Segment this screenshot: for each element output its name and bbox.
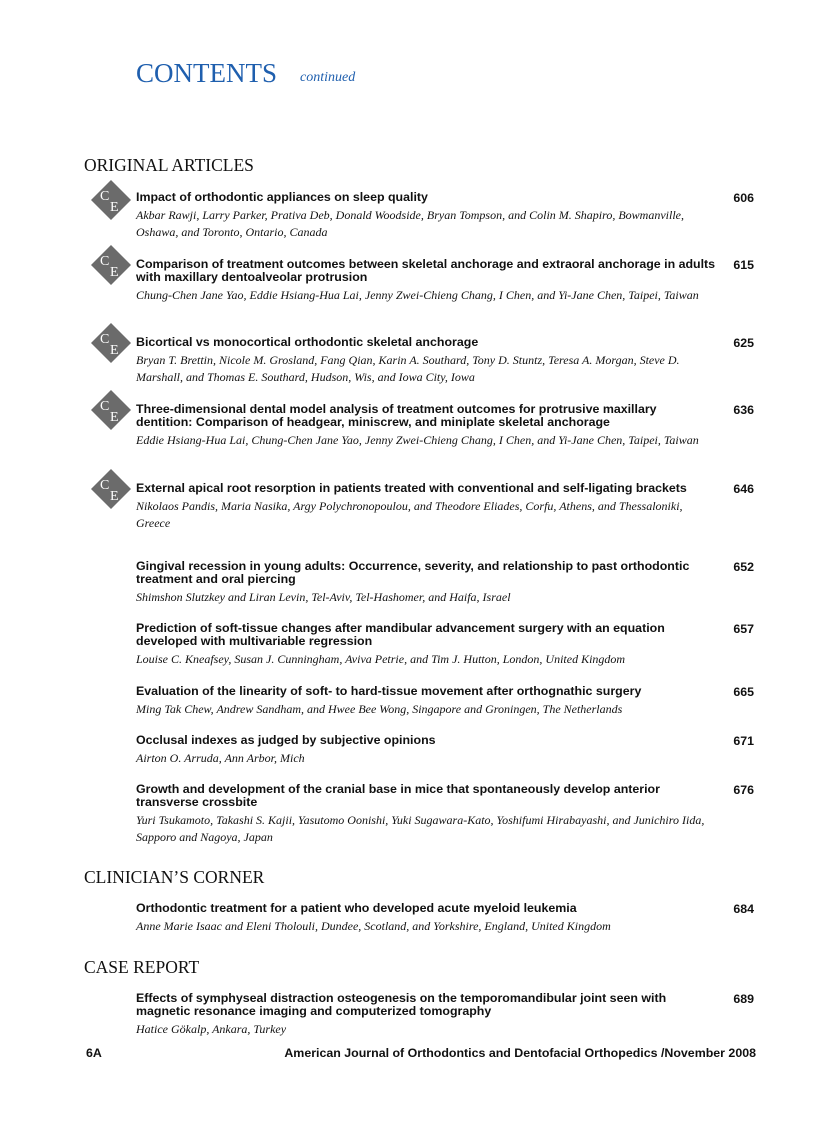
- article-authors: Yuri Tsukamoto, Takashi S. Kajii, Yasutomo Oonishi, Yuki Sugawara-Kato, Yoshifumi Hirabayashi, and Junichiro Iida, Sapporo and Nagoya, Japan: [136, 813, 705, 844]
- article-title[interactable]: Orthodontic treatment for a patient who developed acute myeloid leukemia: [136, 901, 577, 915]
- article-authors: Akbar Rawji, Larry Parker, Prativa Deb, Donald Woodside, Bryan Tompson, and Colin M. Shapiro, Bowmanville, Oshawa, and Toronto, Ontario, Canada: [136, 208, 684, 239]
- page-number: 652: [733, 560, 754, 574]
- svg-text:E: E: [110, 343, 119, 358]
- section-heading: CLINICIAN’S CORNER: [84, 867, 265, 887]
- svg-text:E: E: [110, 489, 119, 504]
- toc-entry[interactable]: [136, 190, 754, 241]
- svg-text:E: E: [110, 410, 119, 425]
- page-number: 671: [733, 734, 754, 748]
- ce-credit-icon: [91, 469, 131, 509]
- article-title[interactable]: Comparison of treatment outcomes between skeletal anchorage and extraoral anchorage in adults with maxillary dentoalveolar protrusion: [136, 257, 716, 284]
- article-authors: Hatice Gökalp, Ankara, Turkey: [136, 1022, 287, 1036]
- article-authors: Louise C. Kneafsey, Susan J. Cunningham, Aviva Petrie, and Tim J. Hutton, London, United Kingdom: [136, 652, 626, 666]
- footer-journal: American Journal of Orthodontics and Dentofacial Orthopedics /November 2008: [284, 1046, 756, 1060]
- article-title[interactable]: Occlusal indexes as judged by subjective opinions: [136, 733, 436, 747]
- article-authors: Eddie Hsiang-Hua Lai, Chung-Chen Jane Yao, Jenny Zwei-Chieng Chang, I Chen, and Yi-Jane Chen, Taipei, Taiwan: [136, 433, 699, 447]
- article-authors: Anne Marie Isaac and Eleni Tholouli, Dundee, Scotland, and Yorkshire, England, United Kingdom: [136, 919, 611, 933]
- toc-entry[interactable]: [136, 782, 754, 846]
- toc-entry[interactable]: [136, 621, 754, 668]
- toc-entry[interactable]: [136, 684, 754, 718]
- ce-credit-icon: [91, 323, 131, 363]
- page-number: 684: [733, 902, 754, 916]
- svg-text:E: E: [110, 265, 119, 280]
- page-number: 689: [733, 992, 754, 1006]
- svg-text:C: C: [100, 189, 110, 204]
- article-authors: Ming Tak Chew, Andrew Sandham, and Hwee Bee Wong, Singapore and Groningen, The Netherlands: [136, 702, 623, 716]
- article-title[interactable]: Three-dimensional dental model analysis of treatment outcomes for protrusive maxillary dentition: Comparison of headgear, miniscrew, and miniplate skeletal anchorage: [136, 402, 657, 429]
- article-authors: Chung-Chen Jane Yao, Eddie Hsiang-Hua Lai, Jenny Zwei-Chieng Chang, I Chen, and Yi-Jane Chen, Taipei, Taiwan: [136, 288, 699, 302]
- svg-text:C: C: [100, 478, 110, 493]
- article-title[interactable]: Effects of symphyseal distraction osteogenesis on the temporomandibular joint seen with magnetic resonance imaging and computerized tomography: [136, 991, 667, 1018]
- ce-credit-icon: [91, 390, 131, 430]
- toc-entry[interactable]: [136, 991, 754, 1038]
- article-title[interactable]: Growth and development of the cranial base in mice that spontaneously develop anterior transverse crossbite: [136, 782, 660, 809]
- ce-credit-icon: [91, 245, 131, 285]
- ce-credit-icon: [91, 180, 131, 220]
- toc-entry[interactable]: [136, 481, 754, 532]
- svg-text:C: C: [100, 399, 110, 414]
- toc-entry[interactable]: [136, 402, 754, 449]
- toc-entry[interactable]: [136, 335, 754, 386]
- page-subtitle: continued: [300, 70, 356, 85]
- page-number: 665: [733, 685, 754, 699]
- svg-text:E: E: [110, 200, 119, 215]
- article-authors: Bryan T. Brettin, Nicole M. Grosland, Fang Qian, Karin A. Southard, Tony D. Stuntz, Teresa A. Morgan, Steve D. Marshall, and Thomas E. Southard, Hudson, Wis, and Iowa City, Iowa: [136, 353, 680, 384]
- article-title[interactable]: Impact of orthodontic appliances on sleep quality: [136, 190, 428, 204]
- article-authors: Airton O. Arruda, Ann Arbor, Mich: [136, 751, 305, 765]
- page-number: 606: [733, 191, 754, 205]
- page-number: 625: [733, 336, 754, 350]
- toc-entry[interactable]: [136, 733, 754, 767]
- article-authors: Shimshon Slutzkey and Liran Levin, Tel-Aviv, Tel-Hashomer, and Haifa, Israel: [136, 590, 511, 604]
- section-heading: ORIGINAL ARTICLES: [84, 155, 254, 175]
- page-number: 646: [733, 482, 754, 496]
- toc-entry[interactable]: [136, 257, 754, 304]
- article-title[interactable]: Gingival recession in young adults: Occurrence, severity, and relationship to past orthodontic treatment and oral piercing: [136, 559, 690, 586]
- article-title[interactable]: Prediction of soft-tissue changes after mandibular advancement surgery with an equation developed with multivariable regression: [136, 621, 665, 648]
- svg-text:C: C: [100, 332, 110, 347]
- page-title: CONTENTS: [136, 58, 277, 88]
- toc-entry[interactable]: [136, 559, 754, 606]
- page-number: 676: [733, 783, 754, 797]
- page-number: 657: [733, 622, 754, 636]
- page-number: 615: [733, 258, 754, 272]
- section-heading: CASE REPORT: [84, 957, 200, 977]
- article-title[interactable]: Bicortical vs monocortical orthodontic skeletal anchorage: [136, 335, 479, 349]
- article-title[interactable]: Evaluation of the linearity of soft- to hard-tissue movement after orthognathic surgery: [136, 684, 642, 698]
- toc-entry[interactable]: [136, 901, 754, 935]
- svg-text:C: C: [100, 254, 110, 269]
- page-number: 636: [733, 403, 754, 417]
- article-authors: Nikolaos Pandis, Maria Nasika, Argy Polychronopoulou, and Theodore Eliades, Corfu, Athens, and Thessaloniki, Greece: [136, 499, 683, 530]
- footer-page-number: 6A: [86, 1046, 102, 1060]
- article-title[interactable]: External apical root resorption in patients treated with conventional and self-ligating brackets: [136, 481, 687, 495]
